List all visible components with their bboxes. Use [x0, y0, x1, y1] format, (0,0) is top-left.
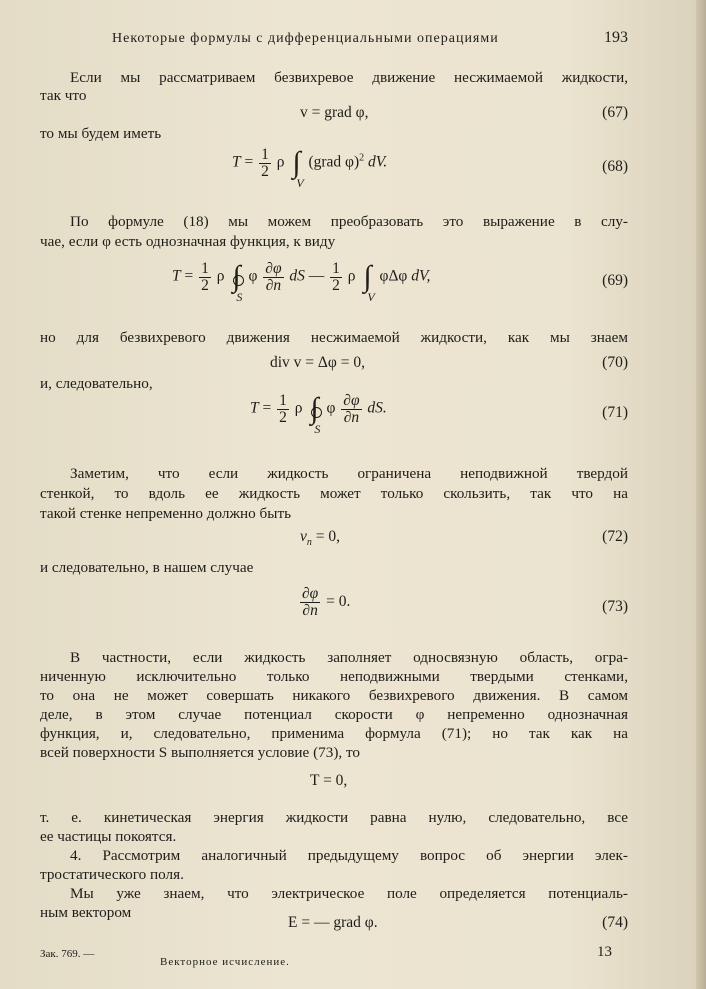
text-line: Мы уже знаем, что электрическое поле определяется потенциаль- [70, 885, 628, 902]
text-line: всей поверхности S выполняется условие (73), то [40, 744, 360, 761]
equation-number: (71) [602, 404, 628, 421]
text-line: такой стенке непременно должно быть [40, 505, 292, 522]
text-line: стенкой, то вдоль ее жидкость может только скользить, так что на [40, 485, 628, 502]
text-line: 4. Рассмотрим аналогичный предыдущему вопрос об энергии элек- [70, 847, 628, 864]
equation-number: (70) [602, 354, 628, 371]
equation-number: (69) [602, 272, 628, 289]
text-line: В частности, если жидкость заполняет односвязную область, огра- [70, 649, 628, 666]
text-line: но для безвихревого движения несжимаемой жидкости, как мы знаем [40, 329, 628, 346]
equation-69: T = $\frac{1}{2}$ ρ ∫ S φ $\frac{\partial\varphi}{\partial n}$ dS — $\frac{1}{2}$ ρ ∫ V φΔφ dV, [172, 259, 431, 304]
text-line: Заметим, что если жидкость ограничена неподвижной твердой [70, 465, 628, 482]
text-line: т. е. кинетическая энергия жидкости равна нулю, следовательно, все [40, 809, 628, 826]
equation-number: (72) [602, 528, 628, 545]
page-number: 193 [604, 29, 628, 46]
equation-73: $\frac{\partial\varphi}{\partial n}$ = 0. [302, 585, 351, 619]
text-line: и следовательно, в нашем случае [40, 559, 254, 576]
equation-number: (68) [602, 158, 628, 175]
equation-number: (67) [602, 104, 628, 121]
equation-t-zero: T = 0, [310, 772, 348, 789]
text-line: ниченную исключительно только неподвижными твердыми стенками, [40, 668, 628, 685]
equation-68: T = $\frac{1}{2}$ ρ ∫ V (grad φ)$^2$ dV. [232, 145, 388, 190]
text-line: так что [40, 87, 87, 104]
equation-74: E = — grad φ. [288, 914, 378, 931]
footer-print-order: Зак. 769. — [40, 948, 95, 960]
text-line: По формуле (18) мы можем преобразовать это выражение в слу- [70, 213, 628, 230]
text-line: функция, и, следовательно, применима формула (71); но так как на [40, 725, 628, 742]
footer-signature-number: 13 [597, 944, 612, 960]
text-line: тростатического поля. [40, 866, 184, 883]
equation-number: (73) [602, 598, 628, 615]
page-edge-shadow [696, 0, 706, 989]
text-line: то мы будем иметь [40, 125, 162, 142]
text-line: ее частицы покоятся. [40, 828, 177, 845]
equation-67: v = grad φ, [300, 104, 369, 121]
footer-book-title: Векторное исчисление. [160, 956, 290, 968]
equation-70: div v = Δφ = 0, [270, 354, 365, 371]
text-line: деле, в этом случае потенциал скорости φ непременно однозначная [40, 706, 628, 723]
text-line: чае, если φ есть однозначная функция, к виду [40, 233, 336, 250]
text-line: Если мы рассматриваем безвихревое движение несжимаемой жидкости, [70, 69, 628, 86]
running-header: Некоторые формулы с дифференциальными операциями [112, 31, 499, 46]
text-line: то она не может совершать никакого безвихревого движения. В самом [40, 687, 628, 704]
equation-71: T = $\frac{1}{2}$ ρ ∫ S φ $\frac{\partial\varphi}{\partial n}$ dS. [250, 391, 387, 436]
text-line: ным вектором [40, 904, 132, 921]
text-line: и, следовательно, [40, 375, 153, 392]
equation-72: $v_n = 0$, [300, 528, 341, 549]
equation-number: (74) [602, 914, 628, 931]
